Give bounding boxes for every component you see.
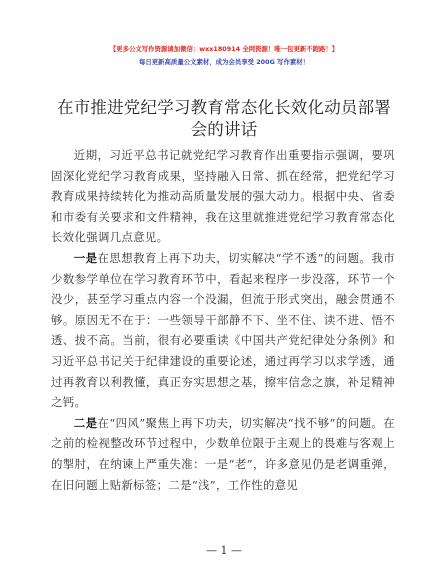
promo-banner-line-1: 【更多公文写作资源请加微信：wxx180914 全网资源！唯一包更新不跑路！】 [109,45,339,53]
paragraph-point-2 [51,413,395,495]
document-title: 在市推进党纪学习教育常态化长效化动员部署会的讲话 [57,98,391,139]
page-number: — 1 — [206,544,242,557]
paragraph-lead: 二是 [73,415,98,430]
paragraph-text: 近期，习近平总书记就党纪学习教育作出重要指示强调，要巩固深化党纪学习教育成果，坚持融入日常、抓在经常，把党纪学习教育成果持续转化为推动高质量发展的强大动力。根据中央、省委和市委有关要求和文件精神，我在这里就推进党纪学习教育常态化长效化强调几点意见。 [51,148,395,245]
paragraph-text: 在思想教育上再下功夫，切实解决“学不透”的问题。我市少数参学单位在学习教育环节中，看起来程序一步没落，环节一个没少，甚至学习重点内容一个没漏，但流于形式突出，融会贯通不够。原因无不在于：一些领导干部静不下、坐不住、读不进、悟不透、拔不高。当前，很有必要重读《中国共产党纪律处分条例》和习近平总书记关于纪律建设的重要论述，通过再学习以求学透，通过再教育以利教懂，真正夯实思想之基，擦牢信念之旗，补足精神之钙。 [51,250,395,410]
paragraph-intro [51,145,395,248]
document-body [51,145,395,495]
paragraph-text: 在“四风”聚焦上再下功夫，切实解决“找不够”的问题。在之前的检视整改环节过程中，少数单位限于主观上的畏难与客观上的掣肘，在纳谏上严重失准：一是“老”，许多意见仍是老调重弹，在旧问题上贴新标签；二是“浅”，工作性的意见 [51,415,395,492]
promo-banner-line-2: 每日更新高质量公文素材，成为会员享受 200G 写作素材！ [138,58,310,66]
paragraph-lead: 一是 [73,250,98,265]
paragraph-point-1 [51,248,395,413]
